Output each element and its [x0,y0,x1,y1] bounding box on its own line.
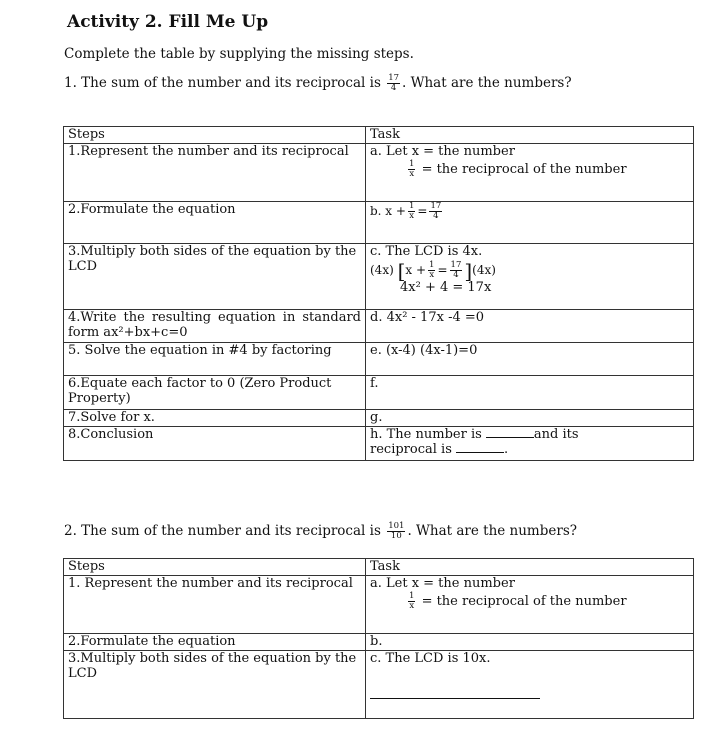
step-2: 2.Formulate the equation [64,202,366,244]
header-steps: Steps [64,127,366,144]
lcd-answer-blank[interactable] [370,698,540,699]
task-a: a. Let x = the number $\frac{1}{x}$ = the reciprocal of the number [366,144,694,202]
task-b[interactable]: b. [366,634,694,651]
task-a: a. Let x = the number $\frac{1}{x}$ = the reciprocal of the number [366,576,694,634]
task-d: d. 4x² - 17x -4 =0 [366,310,694,343]
step-5: 5. Solve the equation in #4 by factoring [64,343,366,376]
step-3: 3.Multiply both sides of the equation by the LCD [64,651,366,719]
question-1-suffix: . What are the numbers? [402,75,572,91]
task-c: c. The LCD is 4x. (4x) [x + $\frac{1}{x}$ = $\frac{17}{4}$ ](4x) 4x² + 4 = 17x [366,244,694,310]
question-1-fraction: $\frac{17}{4}$ [388,73,400,93]
header-task: Task [366,127,694,144]
reciprocal-answer-blank[interactable] [456,452,504,453]
steps-table-1 [63,126,694,461]
step-6: 6.Equate each factor to 0 (Zero Product Property) [64,376,366,410]
step-1: 1.Represent the number and its reciprocal [64,144,366,202]
question-2-prefix: 2. The sum of the number and its reciprocal is [64,523,381,539]
step-2: 2.Formulate the equation [64,634,366,651]
question-2 [64,522,577,541]
header-task: Task [366,559,694,576]
reciprocal-fraction: $\frac{1}{x}$ [409,159,415,179]
question-1 [64,74,572,93]
step-8: 8.Conclusion [64,427,366,461]
header-steps: Steps [64,559,366,576]
task-e: e. (x-4) (4x-1)=0 [366,343,694,376]
question-1-prefix: 1. The sum of the number and its reciprocal is [64,75,381,91]
step-3: 3.Multiply both sides of the equation by the LCD [64,244,366,310]
reciprocal-fraction: $\frac{1}{x}$ [409,591,415,611]
steps-table-2 [63,558,694,719]
task-c[interactable]: c. The LCD is 10x. [366,651,694,719]
task-b: b. x + $\frac{1}{x}$ = $\frac{17}{4}$ [366,202,694,244]
question-2-fraction: $\frac{101}{10}$ [388,521,405,541]
step-4: 4.Write the resulting equation in standard form ax²+bx+c=0 [64,310,366,343]
step-7: 7.Solve for x. [64,410,366,427]
instructions: Complete the table by supplying the missing steps. [64,46,414,62]
task-g[interactable]: g. [366,410,694,427]
activity-title: Activity 2. Fill Me Up [67,12,269,32]
step-1: 1. Represent the number and its reciprocal [64,576,366,634]
task-h[interactable]: h. The number is and its reciprocal is . [366,427,694,461]
task-f[interactable]: f. [366,376,694,410]
question-2-suffix: . What are the numbers? [407,523,577,539]
number-answer-blank[interactable] [486,437,534,438]
